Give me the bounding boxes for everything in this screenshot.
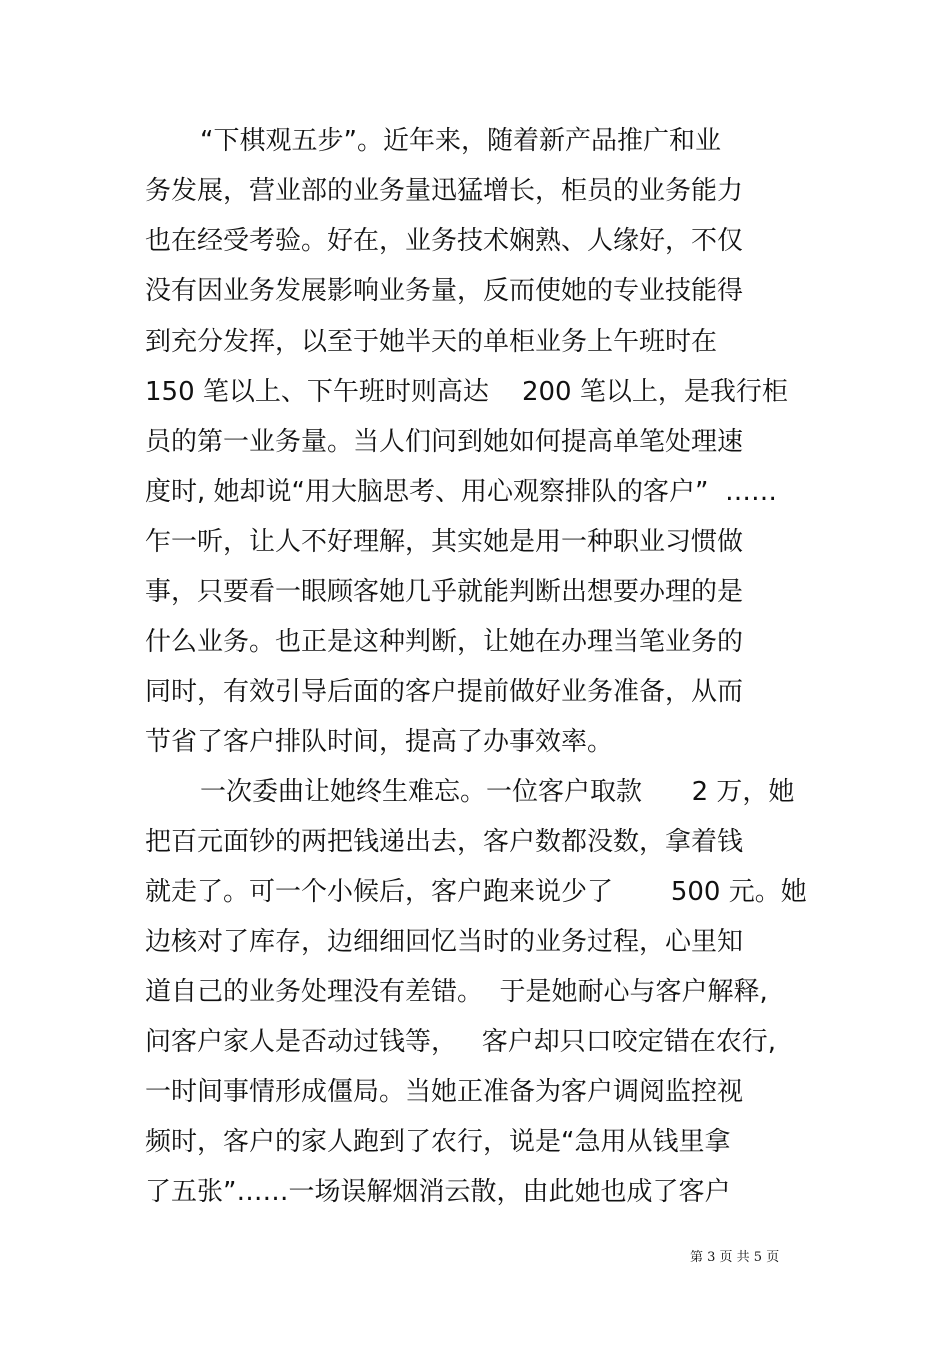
paragraph-2-line-1: 一次委曲让她终生难忘。一位客户取款 2 万，她 xyxy=(200,777,795,807)
paragraph-1-line-8: 度时, 她却说“用大脑思考、用心观察排队的客户” …… xyxy=(145,477,777,507)
paragraph-1-line-7: 员的第一业务量。当人们问到她如何提高单笔处理速 xyxy=(145,427,744,457)
paragraph-1-line-2: 务发展，营业部的业务量迅猛增长，柜员的业务能力 xyxy=(145,176,744,206)
paragraph-1-line-13: 节省了客户排队时间，提高了办事效率。 xyxy=(145,727,614,757)
paragraph-2-line-2: 把百元面钞的两把钱递出去，客户数都没数，拿着钱 xyxy=(145,827,744,857)
paragraph-2-line-3: 就走了。可一个小候后，客户跑来说少了 500 元。她 xyxy=(145,877,807,907)
paragraph-2-line-7: 一时间事情形成僵局。当她正准备为客户调阅监控视 xyxy=(145,1077,744,1107)
paragraph-1-line-5: 到充分发挥，以至于她半天的单柜业务上午班时在 xyxy=(145,327,718,357)
page-number-footer: 第 3 页 共 5 页 xyxy=(690,1250,780,1265)
paragraph-2-line-4: 边核对了库存，边细细回忆当时的业务过程，心里知 xyxy=(145,927,744,957)
paragraph-1-line-3: 也在经受考验。好在，业务技术娴熟、人缘好，不仅 xyxy=(145,226,744,256)
paragraph-2-line-9: 了五张”……一场误解烟消云散，由此她也成了客户 xyxy=(145,1177,731,1207)
paragraph-1-line-9: 乍一听，让人不好理解，其实她是用一种职业习惯做 xyxy=(145,527,744,557)
paragraph-2-line-8: 频时，客户的家人跑到了农行，说是“急用从钱里拿 xyxy=(145,1127,731,1157)
paragraph-1-line-4: 没有因业务发展影响业务量，反而使她的专业技能得 xyxy=(145,276,744,306)
paragraph-1-line-6: 150 笔以上、下午班时则高达 200 笔以上，是我行柜 xyxy=(145,377,788,407)
paragraph-1-line-11: 什么业务。也正是这种判断，让她在办理当笔业务的 xyxy=(145,627,744,657)
paragraph-1-line-12: 同时，有效引导后面的客户提前做好业务准备，从而 xyxy=(145,677,744,707)
paragraph-2-line-6: 问客户家人是否动过钱等， 客户却只口咬定错在农行, xyxy=(145,1027,777,1057)
paragraph-1-line-10: 事，只要看一眼顾客她几乎就能判断出想要办理的是 xyxy=(145,577,744,607)
paragraph-1-line-1: “下棋观五步”。近年来，随着新产品推广和业 xyxy=(200,126,721,156)
paragraph-2-line-5: 道自己的业务处理没有差错。 于是她耐心与客户解释, xyxy=(145,977,768,1007)
